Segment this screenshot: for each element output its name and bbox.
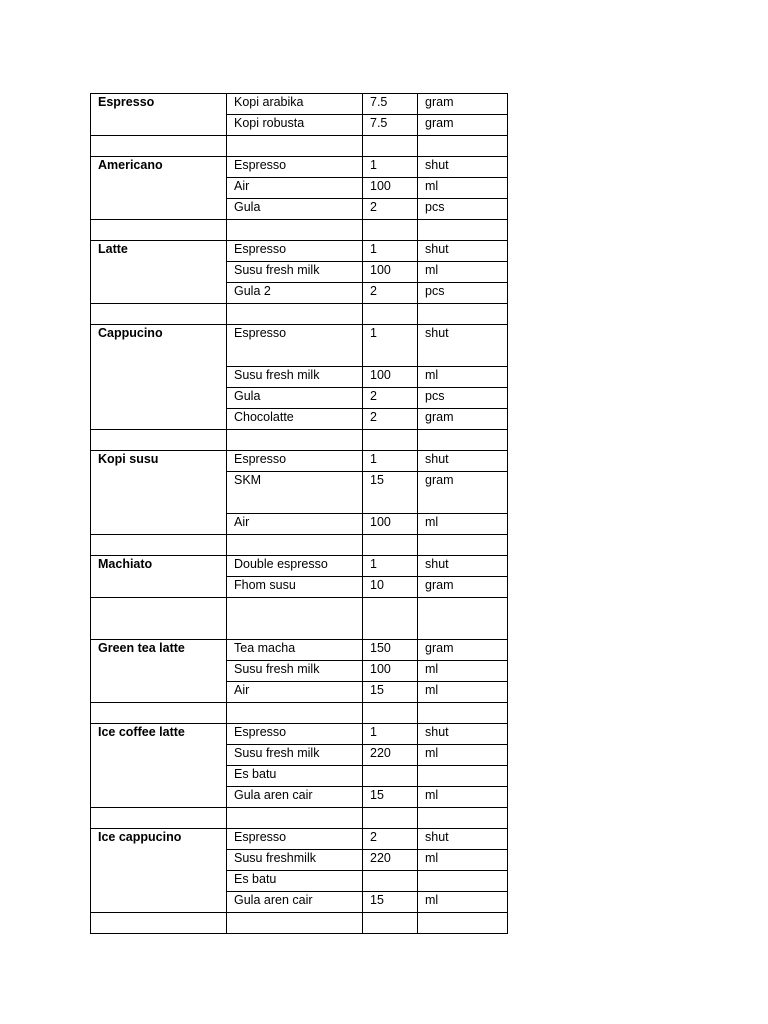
quantity-cell: 15 (363, 472, 418, 514)
empty-cell (418, 535, 508, 556)
spacer-row (91, 535, 508, 556)
unit-cell: ml (418, 661, 508, 682)
ingredient-cell: Fhom susu (227, 577, 363, 598)
table-row (91, 241, 508, 262)
empty-cell (363, 430, 418, 451)
ingredient-cell: Espresso (227, 829, 363, 850)
quantity-cell: 100 (363, 262, 418, 283)
empty-cell (418, 598, 508, 640)
quantity-cell: 10 (363, 577, 418, 598)
unit-cell: gram (418, 640, 508, 661)
drink-name: Americano (91, 157, 227, 220)
empty-cell (418, 136, 508, 157)
quantity-cell (363, 766, 418, 787)
empty-cell (227, 220, 363, 241)
spacer-row (91, 304, 508, 325)
table-row (91, 94, 508, 115)
quantity-cell: 2 (363, 409, 418, 430)
unit-cell: ml (418, 262, 508, 283)
quantity-cell: 2 (363, 829, 418, 850)
ingredient-cell: Espresso (227, 724, 363, 745)
empty-cell (227, 136, 363, 157)
ingredient-cell: Air (227, 682, 363, 703)
table-row (91, 157, 508, 178)
quantity-cell: 15 (363, 787, 418, 808)
quantity-cell: 220 (363, 850, 418, 871)
empty-cell (91, 913, 227, 934)
unit-cell: ml (418, 367, 508, 388)
empty-cell (227, 304, 363, 325)
unit-cell: gram (418, 115, 508, 136)
unit-cell (418, 871, 508, 892)
unit-cell: ml (418, 178, 508, 199)
ingredient-cell: Espresso (227, 325, 363, 367)
empty-cell (418, 703, 508, 724)
unit-cell: ml (418, 514, 508, 535)
quantity-cell: 15 (363, 892, 418, 913)
quantity-cell: 7.5 (363, 94, 418, 115)
quantity-cell: 2 (363, 199, 418, 220)
quantity-cell: 1 (363, 724, 418, 745)
quantity-cell: 1 (363, 451, 418, 472)
unit-cell: shut (418, 724, 508, 745)
empty-cell (227, 808, 363, 829)
ingredient-cell: Double espresso (227, 556, 363, 577)
recipe-table-body (91, 94, 508, 934)
unit-cell: ml (418, 787, 508, 808)
ingredient-cell: Espresso (227, 157, 363, 178)
ingredient-cell: Gula (227, 199, 363, 220)
ingredient-cell: Air (227, 514, 363, 535)
empty-cell (363, 598, 418, 640)
empty-cell (91, 808, 227, 829)
spacer-row (91, 703, 508, 724)
quantity-cell: 1 (363, 157, 418, 178)
quantity-cell (363, 871, 418, 892)
table-row (91, 325, 508, 367)
drink-name: Ice cappucino (91, 829, 227, 913)
empty-cell (91, 535, 227, 556)
empty-cell (363, 703, 418, 724)
unit-cell: ml (418, 850, 508, 871)
empty-cell (363, 535, 418, 556)
empty-cell (91, 703, 227, 724)
empty-cell (418, 220, 508, 241)
spacer-row (91, 598, 508, 640)
empty-cell (227, 430, 363, 451)
ingredient-cell: Susu fresh milk (227, 262, 363, 283)
quantity-cell: 1 (363, 241, 418, 262)
drink-name: Green tea latte (91, 640, 227, 703)
quantity-cell: 150 (363, 640, 418, 661)
empty-cell (91, 598, 227, 640)
table-row (91, 829, 508, 850)
unit-cell: gram (418, 409, 508, 430)
drink-name: Kopi susu (91, 451, 227, 535)
empty-cell (227, 598, 363, 640)
ingredient-cell: Espresso (227, 241, 363, 262)
table-row (91, 556, 508, 577)
quantity-cell: 220 (363, 745, 418, 766)
ingredient-cell: Es batu (227, 871, 363, 892)
ingredient-cell: Susu fresh milk (227, 745, 363, 766)
empty-cell (91, 304, 227, 325)
unit-cell: ml (418, 892, 508, 913)
table-row (91, 640, 508, 661)
unit-cell (418, 766, 508, 787)
quantity-cell: 100 (363, 514, 418, 535)
ingredient-cell: Susu freshmilk (227, 850, 363, 871)
table-row (91, 724, 508, 745)
ingredient-cell: Tea macha (227, 640, 363, 661)
ingredient-cell: Gula aren cair (227, 892, 363, 913)
empty-cell (227, 913, 363, 934)
quantity-cell: 100 (363, 661, 418, 682)
quantity-cell: 15 (363, 682, 418, 703)
drink-name: Espresso (91, 94, 227, 136)
ingredient-cell: Es batu (227, 766, 363, 787)
empty-cell (91, 136, 227, 157)
spacer-row (91, 808, 508, 829)
drink-name: Latte (91, 241, 227, 304)
quantity-cell: 1 (363, 325, 418, 367)
unit-cell: shut (418, 325, 508, 367)
quantity-cell: 100 (363, 367, 418, 388)
empty-cell (363, 136, 418, 157)
ingredient-cell: Susu fresh milk (227, 661, 363, 682)
empty-cell (418, 304, 508, 325)
empty-cell (91, 430, 227, 451)
ingredient-cell: Susu fresh milk (227, 367, 363, 388)
spacer-row (91, 913, 508, 934)
ingredient-cell: Gula 2 (227, 283, 363, 304)
empty-cell (363, 220, 418, 241)
empty-cell (418, 808, 508, 829)
unit-cell: pcs (418, 283, 508, 304)
table-row (91, 451, 508, 472)
recipe-table (90, 93, 508, 934)
empty-cell (363, 913, 418, 934)
ingredient-cell: Kopi arabika (227, 94, 363, 115)
empty-cell (227, 535, 363, 556)
unit-cell: pcs (418, 199, 508, 220)
ingredient-cell: Gula (227, 388, 363, 409)
empty-cell (363, 304, 418, 325)
unit-cell: shut (418, 556, 508, 577)
quantity-cell: 7.5 (363, 115, 418, 136)
ingredient-cell: Air (227, 178, 363, 199)
quantity-cell: 1 (363, 556, 418, 577)
unit-cell: pcs (418, 388, 508, 409)
ingredient-cell: Chocolatte (227, 409, 363, 430)
unit-cell: shut (418, 829, 508, 850)
empty-cell (227, 703, 363, 724)
ingredient-cell: Espresso (227, 451, 363, 472)
quantity-cell: 100 (363, 178, 418, 199)
empty-cell (91, 220, 227, 241)
unit-cell: shut (418, 157, 508, 178)
quantity-cell: 2 (363, 388, 418, 409)
spacer-row (91, 136, 508, 157)
drink-name: Machiato (91, 556, 227, 598)
spacer-row (91, 430, 508, 451)
quantity-cell: 2 (363, 283, 418, 304)
unit-cell: gram (418, 472, 508, 514)
unit-cell: gram (418, 577, 508, 598)
unit-cell: shut (418, 451, 508, 472)
drink-name: Ice coffee latte (91, 724, 227, 808)
unit-cell: gram (418, 94, 508, 115)
unit-cell: ml (418, 745, 508, 766)
ingredient-cell: SKM (227, 472, 363, 514)
drink-name: Cappucino (91, 325, 227, 430)
empty-cell (418, 430, 508, 451)
spacer-row (91, 220, 508, 241)
ingredient-cell: Kopi robusta (227, 115, 363, 136)
unit-cell: shut (418, 241, 508, 262)
ingredient-cell: Gula aren cair (227, 787, 363, 808)
empty-cell (418, 913, 508, 934)
unit-cell: ml (418, 682, 508, 703)
empty-cell (363, 808, 418, 829)
